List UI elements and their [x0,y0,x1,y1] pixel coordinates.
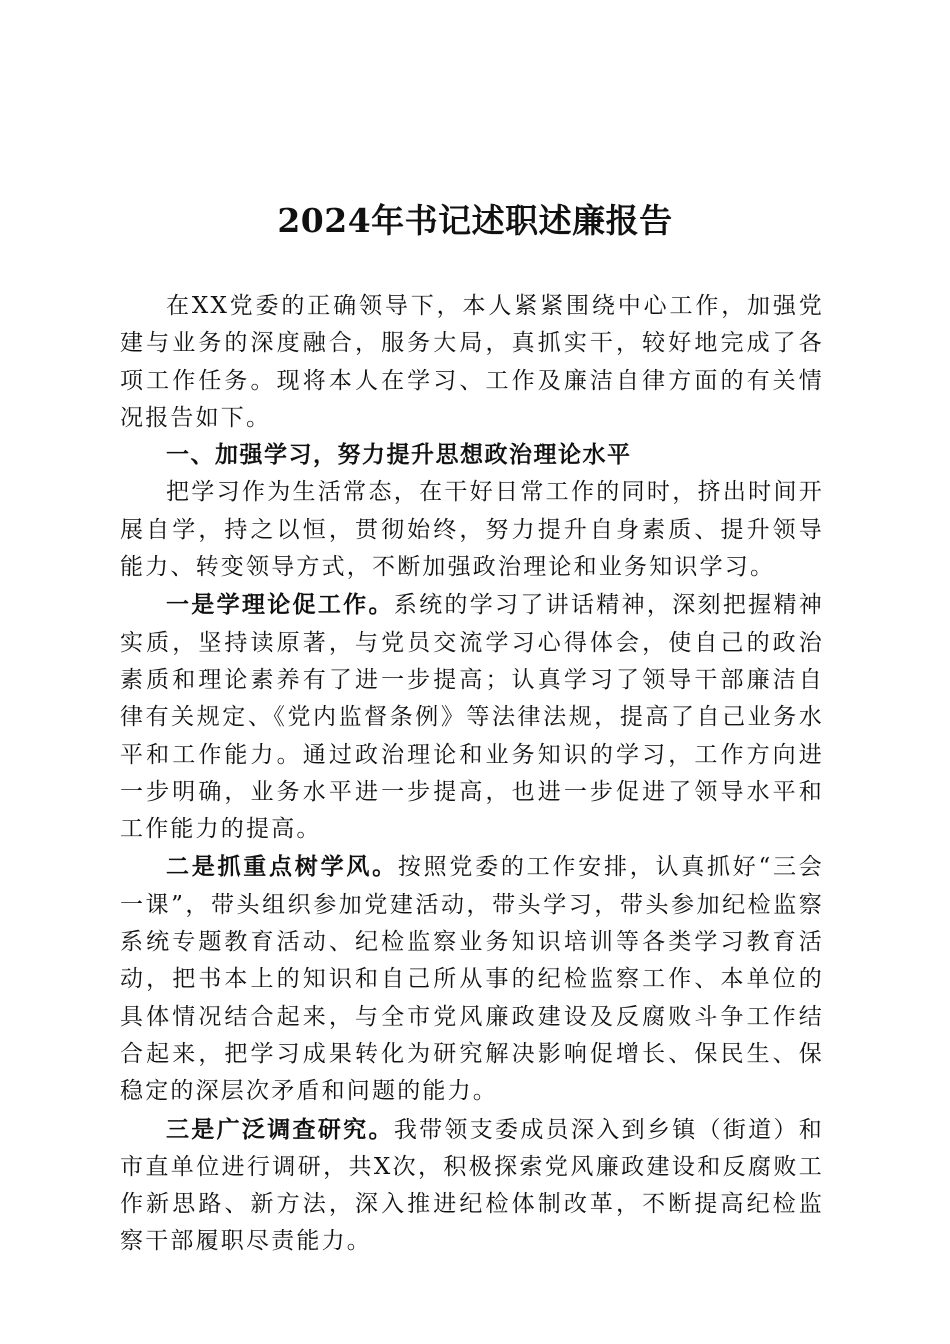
intro-paragraph: 在XX党委的正确领导下，本人紧紧围绕中心工作，加强党建与业务的深度融合，服务大局，真抓实干，较好地完成了各项工作任务。现将本人在学习、工作及廉洁自律方面的有关情况报告如下。 [120,293,824,431]
section-heading: 一、加强学习，努力提升思想政治理论水平 [166,442,632,469]
study-item-lead: 一是学理论促工作。 [166,591,394,619]
research-item-paragraph [120,1111,824,1261]
study-item-paragraph [120,586,824,848]
document-body [120,288,824,1261]
section-intro-paragraph: 把学习作为生活常态，在干好日常工作的同时，挤出时间开展自学，持之以恒，贯彻始终，努力提升自身素质、提升领导能力、转变领导方式，不断加强政治理论和业务知识学习。 [120,479,824,581]
document-title: 2024年书记述职述廉报告 [277,201,673,240]
study-item-text: 系统的学习了讲话精神，深刻把握精神实质，坚持读原著，与党员交流学习心得体会，使自己的政治素质和理论素养有了进一步提高；认真学习了领导干部廉洁自律有关规定、《党内监督条例》等法律法规，提高了自己业务水平和工作能力。通过政治理论和业务知识的学习，工作方向进一步明确，业务水平进一步提高，也进一步促进了领导水平和工作能力的提高。 [120,592,824,843]
research-item-text: 我带领支委成员深入到乡镇（街道）和市直单位进行调研，共X次，积极探索党风廉政建设和反腐败工作新思路、新方法，深入推进纪检体制改革，不断提高纪检监察干部履职尽责能力。 [120,1116,824,1255]
focus-item-lead: 二是抓重点树学风。 [166,853,398,881]
focus-item-text: 按照党委的工作安排，认真抓好“三会一课”，带头组织参加党建活动，带头学习，带头参加纪检监察系统专题教育活动、纪检监察业务知识培训等各类学习教育活动，把书本上的知识和自己所从事的纪检监察工作、本单位的具体情况结合起来，与全市党风廉政建设及反腐败斗争工作结合起来，把学习成果转化为研究解决影响促增长、保民生、保稳定的深层次矛盾和问题的能力。 [120,854,824,1105]
focus-item-paragraph [120,848,824,1110]
research-item-lead: 三是广泛调查研究。 [166,1115,394,1143]
